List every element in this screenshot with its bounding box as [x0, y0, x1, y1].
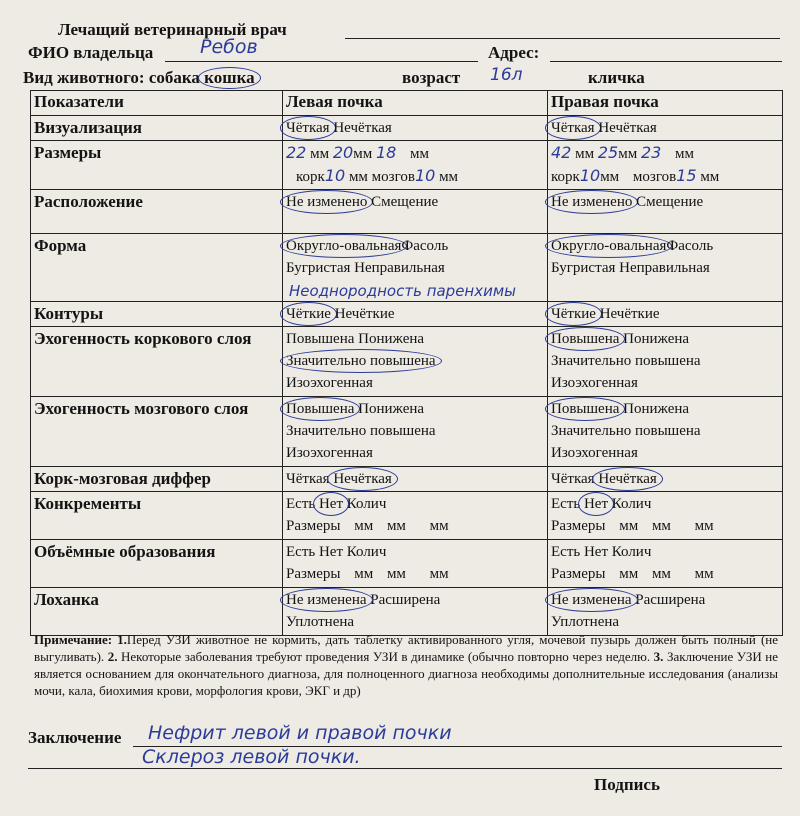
size-label: Размеры — [31, 141, 283, 190]
species-label — [23, 68, 255, 88]
cm-diff-right[interactable] — [548, 467, 783, 492]
sizes-label: Размеры — [286, 566, 341, 582]
note-bold-1: Примечание: 1. — [34, 632, 127, 647]
contours-right[interactable] — [548, 302, 783, 327]
opt-bean: Фасоль — [666, 238, 714, 254]
opt-qty: Колич — [346, 496, 387, 512]
cortex-echo-right-line2: Значительно повышена — [551, 353, 701, 369]
row-shape — [31, 234, 783, 302]
note-text-2: Некоторые заболевания требуют проведения УЗИ в динамике (обычно повторно через неделю. — [117, 649, 654, 664]
unit-mm: мм — [694, 566, 714, 582]
size-left[interactable] — [283, 141, 548, 190]
vet-field[interactable] — [345, 38, 780, 39]
opt-dilated: Расширена — [370, 592, 441, 608]
size-right-cortex: 10 — [579, 166, 601, 185]
row-masses — [31, 540, 783, 588]
unit-mm: мм — [439, 169, 459, 185]
unit-mm: мм — [694, 518, 714, 534]
size-right-layers — [551, 165, 779, 188]
opt-decreased: Понижена — [358, 401, 425, 417]
opt-round-oval: Округло-овальная — [551, 235, 666, 257]
size-left-v2: 20 — [332, 143, 354, 162]
opt-unclear-contours: Нечёткие — [599, 306, 660, 322]
opt-yes: Есть — [551, 544, 581, 560]
contours-left[interactable] — [283, 302, 548, 327]
conclusion-line-2[interactable] — [28, 768, 782, 769]
opt-yes: Есть — [551, 496, 581, 512]
unit-mm: мм — [386, 518, 406, 534]
sizes-label: Размеры — [551, 566, 606, 582]
shape-left-line1 — [286, 235, 544, 257]
row-cortex-echo — [31, 327, 783, 397]
conclusion-text-1: Нефрит левой и правой почки — [148, 722, 452, 744]
age-label: возраст — [402, 68, 461, 87]
opt-unchanged: Не изменена — [551, 589, 632, 611]
masses-left[interactable] — [283, 540, 548, 588]
opt-yes: Есть — [286, 544, 316, 560]
address-label: Адрес: — [488, 43, 540, 62]
unit-mm: мм — [429, 566, 449, 582]
opt-increased: Повышена — [286, 331, 355, 347]
opt-clear: Чёткая — [286, 117, 330, 139]
opt-dilated: Расширена — [635, 592, 706, 608]
location-left[interactable] — [283, 190, 548, 234]
note-text-1: Перед УЗИ животное не кормить, дать таблетку активированного угля, мочевой пузырь должен быть полный (не выгуливать). — [34, 632, 779, 664]
medulla-echo-left-line3: Изоэхогенная — [286, 445, 373, 461]
opt-no: Нет — [583, 544, 609, 560]
opt-qty: Колич — [611, 544, 652, 560]
size-left-dims — [286, 142, 544, 165]
opt-unchanged: Не изменено — [286, 191, 367, 213]
medulla-echo-left[interactable] — [283, 397, 548, 467]
opt-yes: Есть — [286, 496, 316, 512]
visualization-label: Визуализация — [31, 116, 283, 141]
location-label: Расположение — [31, 190, 283, 234]
opt-round-oval: Округло-овальная — [286, 235, 401, 257]
medulla-label: мозгов — [632, 169, 677, 185]
concrements-right-line1 — [551, 493, 779, 515]
nickname-label: кличка — [588, 68, 645, 87]
signature-label: Подпись — [594, 775, 660, 794]
medulla-echo-right-line1 — [551, 398, 779, 420]
shape-right-line1 — [551, 235, 779, 257]
pelvis-left-line1 — [286, 589, 544, 611]
species-cat: кошка — [204, 68, 255, 87]
masses-label: Объёмные образования — [31, 540, 283, 588]
size-left-layers — [286, 165, 544, 188]
unit-mm: мм — [310, 146, 330, 162]
concrements-right[interactable] — [548, 492, 783, 540]
masses-right-line1 — [551, 541, 779, 563]
note-bold-2: 2. — [107, 649, 118, 664]
owner-field[interactable] — [165, 61, 478, 62]
note-bold-3: 3. — [653, 649, 664, 664]
unit-mm: мм — [429, 518, 449, 534]
opt-qty: Колич — [346, 544, 387, 560]
size-right-v2: 25 — [597, 143, 619, 162]
medulla-echo-right-line3: Изоэхогенная — [551, 445, 638, 461]
size-left-v3: 18 — [375, 143, 397, 162]
cortex-echo-left-line1 — [286, 328, 544, 350]
opt-increased: Повышена — [286, 398, 354, 420]
row-size — [31, 141, 783, 190]
size-left-v1: 22 — [286, 143, 307, 162]
row-contours — [31, 302, 783, 327]
visualization-right[interactable] — [548, 116, 783, 141]
concrements-left[interactable] — [283, 492, 548, 540]
shape-left-line2 — [286, 257, 544, 279]
sizes-label: Размеры — [286, 518, 341, 534]
size-right-medulla: 15 — [676, 166, 697, 185]
opt-significantly-increased: Значительно повышена — [286, 350, 436, 372]
unit-mm: мм — [700, 169, 720, 185]
unit-mm: мм — [348, 169, 368, 185]
medulla-label: мозгов — [371, 169, 415, 185]
visualization-left[interactable] — [283, 116, 548, 141]
row-cm-diff — [31, 467, 783, 492]
unit-mm: мм — [354, 518, 374, 534]
opt-unclear: Нечёткая — [333, 468, 392, 490]
table-header-row — [31, 91, 783, 116]
conclusion-text-2: Склероз левой почки. — [142, 746, 361, 768]
species-dog: собака — [148, 68, 200, 87]
cortex-label: корк — [296, 169, 325, 185]
medulla-echo-right[interactable] — [548, 397, 783, 467]
pelvis-label: Лоханка — [31, 588, 283, 636]
unit-mm: мм — [651, 518, 671, 534]
shape-handwritten-note: Неоднородность паренхимы — [289, 282, 517, 300]
medulla-echo-label: Эхогенность мозгового слоя — [31, 397, 283, 467]
concrements-right-line2 — [551, 515, 779, 537]
unit-mm: мм — [353, 146, 373, 162]
sizes-label: Размеры — [551, 518, 606, 534]
unit-mm: мм — [575, 146, 595, 162]
species-label-text: Вид животного: — [23, 68, 145, 87]
opt-decreased: Понижена — [358, 331, 425, 347]
opt-increased: Повышена — [551, 328, 619, 350]
opt-displaced: Смещение — [636, 194, 704, 210]
row-visualization — [31, 116, 783, 141]
opt-unclear: Нечёткая — [598, 120, 657, 136]
cortex-echo-label: Эхогенность коркового слоя — [31, 327, 283, 397]
shape-right-line2 — [551, 257, 779, 279]
cm-diff-left[interactable] — [283, 467, 548, 492]
cortex-label: корк — [551, 169, 580, 185]
address-field[interactable] — [550, 61, 782, 62]
concrements-label: Конкременты — [31, 492, 283, 540]
opt-unclear: Нечёткая — [333, 120, 392, 136]
conclusion-label: Заключение — [28, 728, 122, 747]
note-block — [30, 629, 782, 717]
masses-left-line2 — [286, 563, 544, 585]
cortex-echo-right[interactable] — [548, 327, 783, 397]
owner-value: Ребов — [200, 36, 258, 58]
unit-mm: мм — [410, 146, 430, 162]
kidney-table — [30, 90, 783, 636]
opt-no: Нет — [318, 544, 344, 560]
pelvis-left-line2: Уплотнена — [286, 614, 355, 630]
contours-label: Контуры — [31, 302, 283, 327]
unit-mm: мм — [619, 518, 639, 534]
size-left-medulla: 10 — [414, 166, 436, 185]
vet-label: Лечащий ветеринарный врач — [58, 20, 287, 39]
unit-mm: мм — [675, 146, 695, 162]
opt-no: Нет — [319, 493, 343, 515]
cortex-echo-left-line2 — [286, 350, 544, 372]
opt-bean: Фасоль — [401, 238, 449, 254]
opt-displaced: Смещение — [371, 194, 439, 210]
row-medulla-echo — [31, 397, 783, 467]
col-right-kidney: Правая почка — [548, 91, 783, 116]
shape-label: Форма — [31, 234, 283, 302]
cortex-echo-right-line3: Изоэхогенная — [551, 375, 638, 391]
medulla-echo-left-line1 — [286, 398, 544, 420]
opt-lumpy: Бугристая — [286, 260, 351, 276]
row-concrements — [31, 492, 783, 540]
concrements-left-line2 — [286, 515, 544, 537]
size-right-v3: 23 — [640, 143, 662, 162]
owner-label: ФИО владельца — [28, 43, 154, 62]
opt-clear: Чёткая — [286, 471, 330, 487]
cortex-echo-left-line3: Изоэхогенная — [286, 375, 373, 391]
opt-unchanged: Не изменено — [551, 191, 632, 213]
location-right[interactable] — [548, 190, 783, 234]
opt-increased: Повышена — [551, 398, 619, 420]
opt-no: Нет — [584, 493, 608, 515]
opt-clear: Чёткая — [551, 471, 595, 487]
opt-irregular: Неправильная — [619, 260, 710, 276]
cortex-echo-left[interactable] — [283, 327, 548, 397]
opt-clear: Чёткая — [551, 117, 595, 139]
unit-mm: мм — [600, 169, 620, 185]
unit-mm: мм — [354, 566, 374, 582]
size-left-cortex: 10 — [324, 166, 346, 185]
size-right-v1: 42 — [551, 143, 572, 162]
opt-qty: Колич — [611, 496, 652, 512]
shape-left[interactable] — [283, 234, 548, 302]
size-right-dims — [551, 142, 779, 165]
cortex-echo-right-line1 — [551, 328, 779, 350]
unit-mm: мм — [618, 146, 638, 162]
masses-right[interactable] — [548, 540, 783, 588]
cm-diff-label: Корк-мозговая диффер — [31, 467, 283, 492]
opt-lumpy: Бугристая — [551, 260, 616, 276]
opt-irregular: Неправильная — [354, 260, 445, 276]
medulla-echo-right-line2: Значительно повышена — [551, 423, 701, 439]
medulla-echo-left-line2: Значительно повышена — [286, 423, 436, 439]
opt-decreased: Понижена — [623, 331, 690, 347]
pelvis-right-line1 — [551, 589, 779, 611]
unit-mm: мм — [651, 566, 671, 582]
age-value: 16л — [490, 65, 523, 85]
opt-unclear: Нечёткая — [598, 468, 657, 490]
pelvis-right-line2: Уплотнена — [551, 614, 620, 630]
shape-right[interactable] — [548, 234, 783, 302]
note-text-3: Заключение УЗИ не является основанием для окончательного диагноза, для полноценного диагноза необходимы дополнительные исследования (анализы мочи, кала, биохимия крови, морфология крови, ЭКГ и др) — [34, 649, 778, 698]
opt-clear-contours: Чёткие — [286, 303, 331, 325]
opt-decreased: Понижена — [623, 401, 690, 417]
masses-left-line1 — [286, 541, 544, 563]
opt-unclear-contours: Нечёткие — [334, 306, 395, 322]
opt-clear-contours: Чёткие — [551, 303, 596, 325]
row-location — [31, 190, 783, 234]
unit-mm: мм — [619, 566, 639, 582]
opt-unchanged: Не изменена — [286, 589, 367, 611]
col-left-kidney: Левая почка — [283, 91, 548, 116]
unit-mm: мм — [386, 566, 406, 582]
masses-right-line2 — [551, 563, 779, 585]
size-right[interactable] — [548, 141, 783, 190]
concrements-left-line1 — [286, 493, 544, 515]
col-indicators: Показатели — [31, 91, 283, 116]
